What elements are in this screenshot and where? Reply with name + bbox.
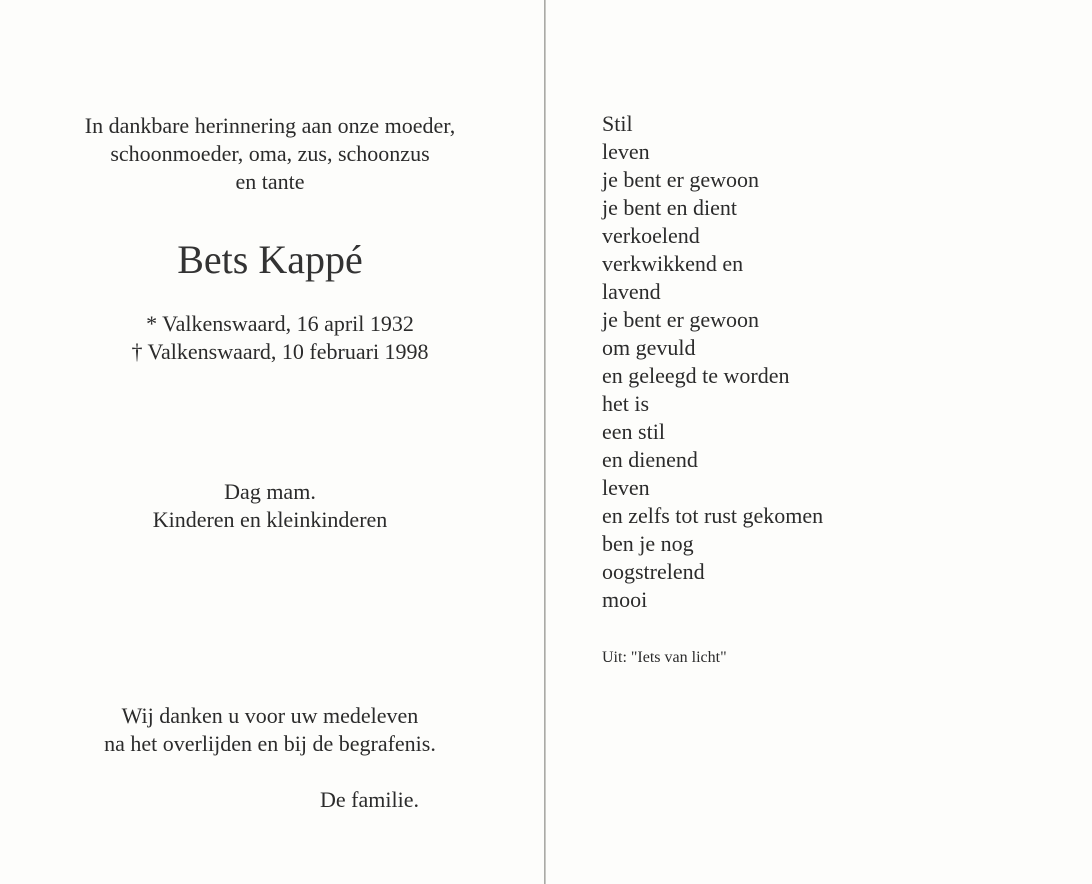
poem-line: het is bbox=[602, 391, 650, 416]
poem bbox=[602, 110, 823, 614]
deceased-name: Bets Kappé bbox=[177, 237, 363, 282]
poem-line: oogstrelend bbox=[602, 559, 705, 584]
poem-line: en geleegd te worden bbox=[602, 363, 790, 388]
poem-line: mooi bbox=[602, 587, 648, 612]
dedication-line: In dankbare herinnering aan onze moeder, bbox=[84, 113, 456, 138]
life-dates bbox=[20, 310, 540, 366]
poem-line: je bent en dient bbox=[602, 195, 738, 220]
left-panel bbox=[0, 0, 544, 884]
poem-line: Stil bbox=[602, 111, 633, 136]
poem-line: je bent er gewoon bbox=[602, 307, 759, 332]
poem-line: en zelfs tot rust gekomen bbox=[602, 503, 824, 528]
poem-line: om gevuld bbox=[602, 335, 696, 360]
dedication-line: schoonmoeder, oma, zus, schoonzus bbox=[110, 141, 430, 166]
poem-line: ben je nog bbox=[602, 531, 694, 556]
poem-line: verkoelend bbox=[602, 223, 700, 248]
poem-source: Uit: "Iets van licht" bbox=[602, 649, 727, 666]
poem-line: een stil bbox=[602, 419, 665, 444]
dedication-line: en tante bbox=[235, 169, 305, 194]
farewell-text bbox=[20, 478, 520, 534]
farewell-line: Kinderen en kleinkinderen bbox=[152, 507, 388, 532]
right-panel bbox=[546, 0, 1092, 884]
poem-line: en dienend bbox=[602, 447, 698, 472]
birth-line: * Valkenswaard, 16 april 1932 bbox=[146, 311, 414, 336]
farewell-line: Dag mam. bbox=[224, 479, 316, 504]
thanks-line: na het overlijden en bij de begrafenis. bbox=[104, 731, 436, 756]
family-signature: De familie. bbox=[320, 787, 419, 812]
poem-line: je bent er gewoon bbox=[602, 167, 759, 192]
poem-line: verkwikkend en bbox=[602, 251, 744, 276]
thanks-line: Wij danken u voor uw medeleven bbox=[121, 703, 419, 728]
thanks-text bbox=[20, 702, 520, 758]
death-line: † Valkenswaard, 10 februari 1998 bbox=[131, 339, 429, 364]
poem-line: leven bbox=[602, 475, 650, 500]
poem-line: lavend bbox=[602, 279, 661, 304]
dedication-text bbox=[20, 112, 520, 196]
poem-line: leven bbox=[602, 139, 650, 164]
